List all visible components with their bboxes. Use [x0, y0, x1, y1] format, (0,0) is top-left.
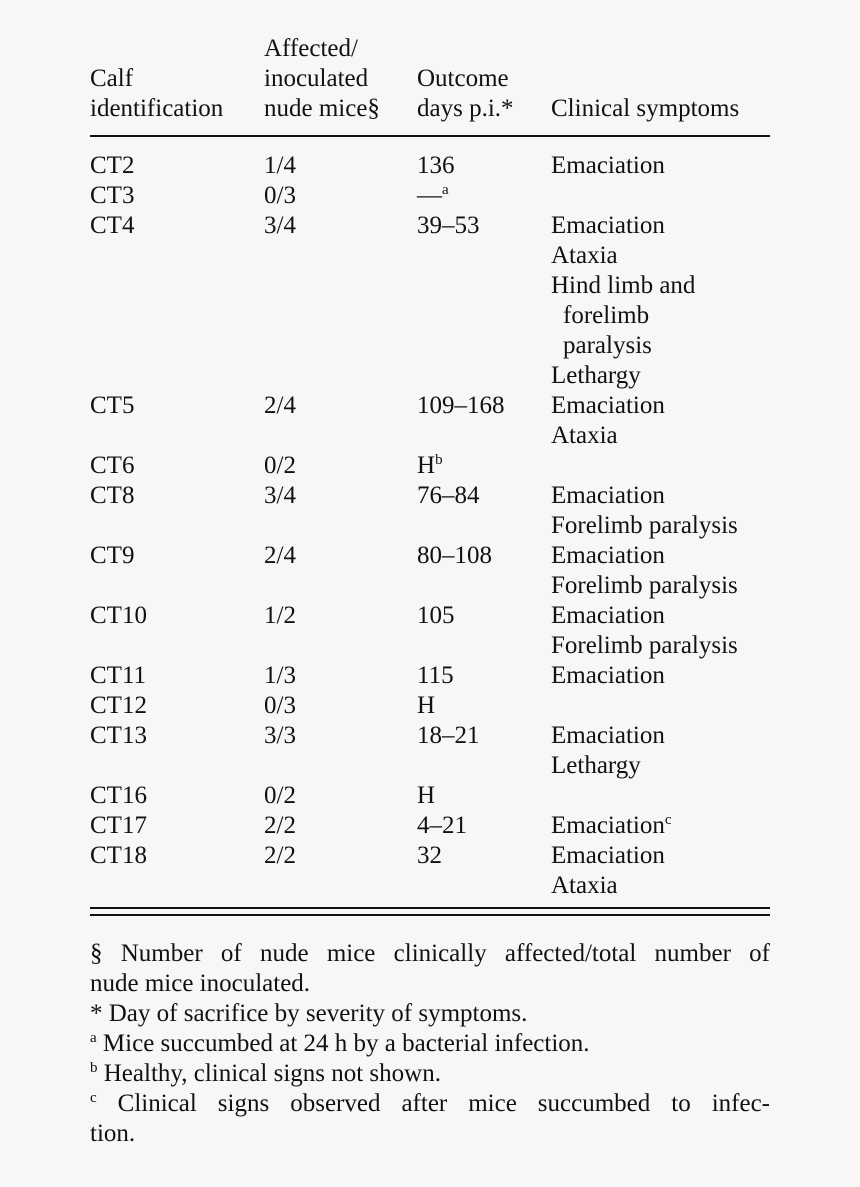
outcome-value: 105 — [417, 602, 455, 629]
footnote-b: $^b$ Healthy, clinical signs not shown. — [90, 1060, 441, 1087]
outcome-cell — [417, 451, 443, 481]
affected-cell: 2/4 — [264, 542, 296, 569]
symptoms-cell — [551, 481, 738, 541]
symptoms-cell — [551, 841, 665, 901]
footnote-section-line1: § Number of nude mice clinically affected/total number of — [90, 940, 770, 967]
outcome-value: 32 — [417, 842, 442, 869]
symptom-line: Lethargy — [551, 362, 641, 389]
outcome-cell — [417, 181, 449, 211]
bottom-rule-1 — [90, 907, 770, 909]
symptom-line: Hind limb and — [551, 272, 696, 299]
table-row — [90, 781, 770, 811]
symptom-line: Emaciation — [551, 542, 665, 569]
symptom-line: Lethargy — [551, 752, 641, 779]
table-document — [90, 34, 770, 1147]
outcome-value: 4–21 — [417, 812, 467, 839]
bottom-rule-2 — [90, 914, 770, 916]
calf-id-cell: CT8 — [90, 482, 135, 509]
outcome-cell — [417, 211, 480, 241]
calf-id-cell: CT9 — [90, 542, 135, 569]
symptoms-cell — [551, 391, 665, 451]
footnote-section-line2: nude mice inoculated. — [90, 970, 311, 997]
symptom-line: Emaciation — [551, 602, 665, 629]
outcome-value: 109–168 — [417, 392, 505, 419]
outcome-value: 136 — [417, 152, 455, 179]
symptom-line: Forelimb paralysis — [551, 632, 738, 659]
symptom-line: Ataxia — [551, 872, 618, 899]
symptom-line: Emaciation — [551, 842, 665, 869]
affected-cell: 1/4 — [264, 152, 296, 179]
table-row — [90, 211, 770, 391]
symptom-footnote-mark: c — [664, 812, 672, 828]
table-row — [90, 181, 770, 211]
table-body — [90, 151, 770, 901]
outcome-value: 76–84 — [417, 482, 480, 509]
calf-id-cell: CT6 — [90, 452, 135, 479]
table-row — [90, 811, 770, 841]
affected-cell: 1/2 — [264, 602, 296, 629]
affected-cell: 0/2 — [264, 782, 296, 809]
symptom-line: Ataxia — [551, 422, 618, 449]
footnote-star: * Day of sacrifice by severity of symptoms. — [90, 1000, 528, 1027]
symptoms-cell — [551, 601, 738, 661]
outcome-cell — [417, 811, 467, 841]
symptoms-cell — [551, 661, 665, 691]
symptoms-cell — [551, 721, 665, 781]
footnote-c-line1: $^c$ Clinical signs observed after mice succumbed to infec- — [90, 1090, 770, 1117]
outcome-value: 80–108 — [417, 542, 492, 569]
calf-id-cell: CT13 — [90, 722, 147, 749]
affected-cell: 2/4 — [264, 392, 296, 419]
symptom-line: Emaciation — [551, 152, 665, 179]
symptom-line: Emaciation$^c$ — [551, 812, 672, 839]
outcome-cell — [417, 661, 454, 691]
outcome-value: 115 — [417, 662, 454, 689]
calf-id-cell: CT2 — [90, 152, 135, 179]
affected-cell: 2/2 — [264, 842, 296, 869]
outcome-footnote-mark: b — [435, 452, 443, 468]
table-row — [90, 721, 770, 781]
calf-id-cell: CT17 — [90, 812, 147, 839]
header-calf-identification: Calf identification — [90, 65, 224, 122]
outcome-footnote-mark: a — [442, 182, 449, 198]
affected-cell: 3/4 — [264, 212, 296, 239]
symptoms-cell — [551, 541, 738, 601]
symptom-line: Emaciation — [551, 722, 665, 749]
outcome-value: 39–53 — [417, 212, 480, 239]
outcome-cell — [417, 541, 492, 571]
outcome-value: — — [417, 182, 442, 209]
table-row — [90, 451, 770, 481]
outcome-cell — [417, 601, 455, 631]
affected-cell: 3/3 — [264, 722, 296, 749]
affected-cell: 3/4 — [264, 482, 296, 509]
calf-id-cell: CT10 — [90, 602, 147, 629]
calf-id-cell: CT5 — [90, 392, 135, 419]
symptom-line: forelimb — [563, 302, 650, 329]
header-clinical-symptoms: Clinical symptoms — [551, 95, 740, 122]
header-rule — [90, 135, 770, 137]
outcome-cell — [417, 781, 435, 811]
outcome-value: H — [417, 782, 436, 809]
calf-id-cell: CT4 — [90, 212, 135, 239]
table-row — [90, 541, 770, 601]
outcome-value: H — [417, 452, 436, 479]
symptom-line: Emaciation — [551, 212, 665, 239]
outcome-cell — [417, 841, 442, 871]
table-header — [90, 34, 770, 134]
header-outcome-days: Outcome days p.i.* — [417, 65, 514, 122]
outcome-value: H — [417, 692, 436, 719]
affected-cell: 1/3 — [264, 662, 296, 689]
outcome-cell — [417, 481, 480, 511]
outcome-value: 18–21 — [417, 722, 480, 749]
affected-cell: 0/2 — [264, 452, 296, 479]
affected-cell: 0/3 — [264, 692, 296, 719]
header-affected-inoculated: Affected/ inoculated nude mice§ — [264, 35, 380, 122]
calf-id-cell: CT11 — [90, 662, 147, 689]
affected-cell: 2/2 — [264, 812, 296, 839]
symptom-line: Emaciation — [551, 662, 665, 689]
table-row — [90, 601, 770, 661]
symptom-line: Forelimb paralysis — [551, 512, 738, 539]
symptom-line: paralysis — [563, 332, 652, 359]
symptom-line: Ataxia — [551, 242, 618, 269]
symptoms-cell — [551, 151, 665, 181]
footnotes — [90, 939, 770, 1149]
calf-id-cell: CT12 — [90, 692, 147, 719]
footnote-c-line2: tion. — [90, 1120, 136, 1147]
table-row — [90, 841, 770, 901]
calf-id-cell: CT3 — [90, 182, 135, 209]
table-row — [90, 151, 770, 181]
outcome-cell — [417, 691, 435, 721]
outcome-cell — [417, 151, 455, 181]
calf-id-cell: CT18 — [90, 842, 147, 869]
symptoms-cell — [551, 211, 695, 391]
outcome-cell — [417, 721, 480, 751]
affected-cell: 0/3 — [264, 182, 296, 209]
calf-id-cell: CT16 — [90, 782, 147, 809]
symptoms-cell — [551, 811, 672, 841]
symptom-line: Forelimb paralysis — [551, 572, 738, 599]
table-row — [90, 481, 770, 541]
table-row — [90, 661, 770, 691]
table-row — [90, 391, 770, 451]
symptom-line: Emaciation — [551, 392, 665, 419]
symptom-line: Emaciation — [551, 482, 665, 509]
footnote-a: $^a$ Mice succumbed at 24 h by a bacterial infection. — [90, 1030, 590, 1057]
outcome-cell — [417, 391, 505, 421]
table-row — [90, 691, 770, 721]
